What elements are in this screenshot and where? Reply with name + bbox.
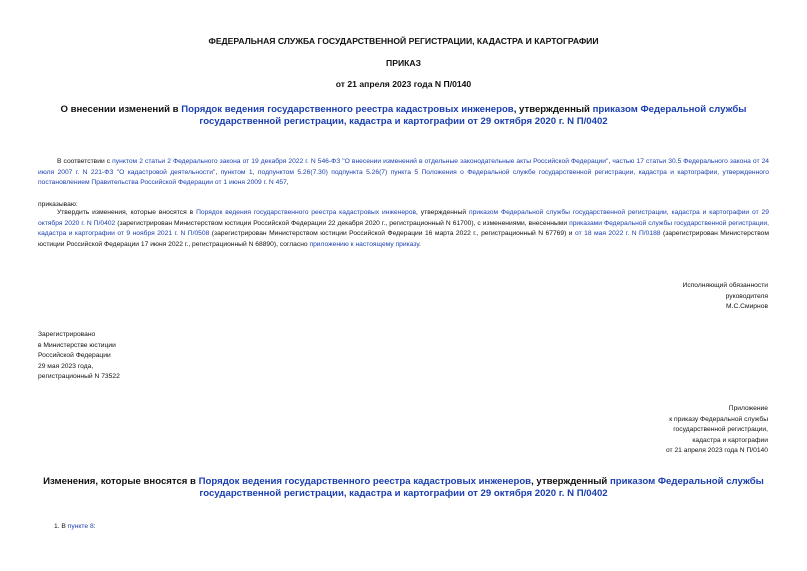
approval-text: (зарегистрирован Министерством юстиции Российской Федерации 22 декабря 2020 г., регистрационный N 61700), с изменениями, внесенными (115, 219, 570, 227)
registry-procedure-link[interactable]: Порядок ведения государственного реестра кадастровых инженеров (181, 104, 514, 115)
approval-text: , утвержденный (416, 209, 470, 216)
preamble-paragraph (38, 157, 769, 189)
appendix-line: государственной регистрации, (673, 426, 768, 433)
agency-name: ФЕДЕРАЛЬНАЯ СЛУЖБА ГОСУДАРСТВЕННОЙ РЕГИСТРАЦИИ, КАДАСТРА И КАРТОГРАФИИ (208, 36, 599, 46)
order-title (40, 104, 767, 128)
registration-line: регистрационный N 73522 (38, 373, 120, 380)
appendix-link[interactable]: приложению к настоящему приказу (309, 240, 420, 248)
registration-line: Российской Федерации (38, 352, 111, 359)
order-p0402-link[interactable]: приказом Федеральной службы государственной регистрации, кадастра и картографии от 29 октября 2020 г. N П/0402 (199, 476, 764, 499)
registration-line: Зарегистрировано (38, 331, 96, 338)
approval-paragraph (38, 208, 769, 250)
preamble-text: , (215, 168, 221, 176)
approval-text: (зарегистрирован Министерством юстиции Российской Федерации 16 марта 2022 г., регистрационный N 67769) и (209, 230, 575, 237)
signature-block (683, 281, 768, 313)
registration-line: в Министерстве юстиции (38, 341, 116, 349)
change-item-1 (54, 523, 96, 530)
appendix-block (666, 404, 768, 457)
subpoint-5-26-7-30-link[interactable]: подпунктом 5.26(7.30) (257, 168, 328, 176)
order-p0188-link[interactable]: от 18 мая 2022 г. N П/0188 (575, 230, 661, 237)
order-p0402-link[interactable]: приказом Федеральной службы государственной регистрации, кадастра и картографии от 29 октября 2020 г. N П/0402 (199, 104, 747, 127)
signature-line: Исполняющий обязанности (682, 282, 768, 289)
title-text: , утвержденный (513, 104, 593, 115)
regulation-457-link[interactable]: подпункта 5.26(7) пункта 5 Положения о Федеральной службе государственной регистрации, кадастра и картографии, утвержденного постановлением Правительства Российской Федерации от 1 июня 2009 г. N 457 (38, 168, 770, 186)
document-type: ПРИКАЗ (386, 58, 421, 68)
appendix-line: Приложение (728, 405, 768, 412)
item-text: : (93, 523, 96, 530)
item-text: 1. В (54, 523, 68, 530)
document-date: от 21 апреля 2023 года N П/0140 (335, 79, 472, 89)
registry-procedure-link[interactable]: Порядок ведения государственного реестра кадастровых инженеров (198, 476, 532, 487)
registration-line: 29 мая 2023 года, (38, 362, 94, 370)
approval-text: . (419, 240, 421, 248)
title-text: О внесении изменений в (60, 104, 182, 115)
changes-title-text: , утвержденный (531, 476, 610, 487)
preamble-text: В соответствии с (57, 158, 113, 165)
approval-text: (зарегистрирован Министерством юстиции Российской Федерации 17 июня 2022 г., регистрационный N 68890), согласно (38, 230, 769, 248)
registry-procedure-link[interactable]: Порядок ведения государственного реестра кадастровых инженеров (196, 209, 417, 216)
preamble-text: , (608, 158, 613, 165)
changes-title (40, 476, 767, 500)
preamble-text: , (252, 168, 258, 176)
law-546-fz-link[interactable]: пунктом 2 статьи 2 Федерального закона от 19 декабря 2022 г. N 546-ФЗ "О внесении изменений в отдельные законодательные акты Российской Федерации" (112, 158, 609, 165)
appendix-line: к приказу Федеральной службы (669, 415, 768, 423)
approval-text: Утвердить изменения, которые вносятся в (57, 209, 197, 216)
appendix-line: от 21 апреля 2023 года N П/0140 (665, 447, 768, 454)
point-1-link[interactable]: пунктом 1 (220, 168, 253, 176)
changes-title-text: Изменения, которые вносятся в (43, 476, 199, 487)
point-8-link[interactable]: пункте 8 (67, 523, 94, 530)
appendix-line: кадастра и картографии (692, 436, 768, 444)
preamble-text: , (286, 179, 289, 186)
signature-line: руководителя (725, 292, 768, 300)
order-directive: приказываю: (38, 201, 78, 208)
signature-name: М.С.Смирнов (726, 303, 768, 310)
law-221-fz-link[interactable]: частью 17 статьи 30.5 Федерального закона от 24 июля 2007 г. N 221-ФЗ "О кадастровой деятельности" (38, 158, 770, 176)
order-p0508-link[interactable]: приказами Федеральной службы государственной регистрации, кадастра и картографии от 9 ноября 2021 г. N П/0508 (38, 219, 769, 237)
order-p0402-link[interactable]: приказом Федеральной службы государственной регистрации, кадастра и картографии от 29 октября 2020 г. N П/0402 (38, 209, 769, 227)
registration-block (38, 330, 120, 383)
